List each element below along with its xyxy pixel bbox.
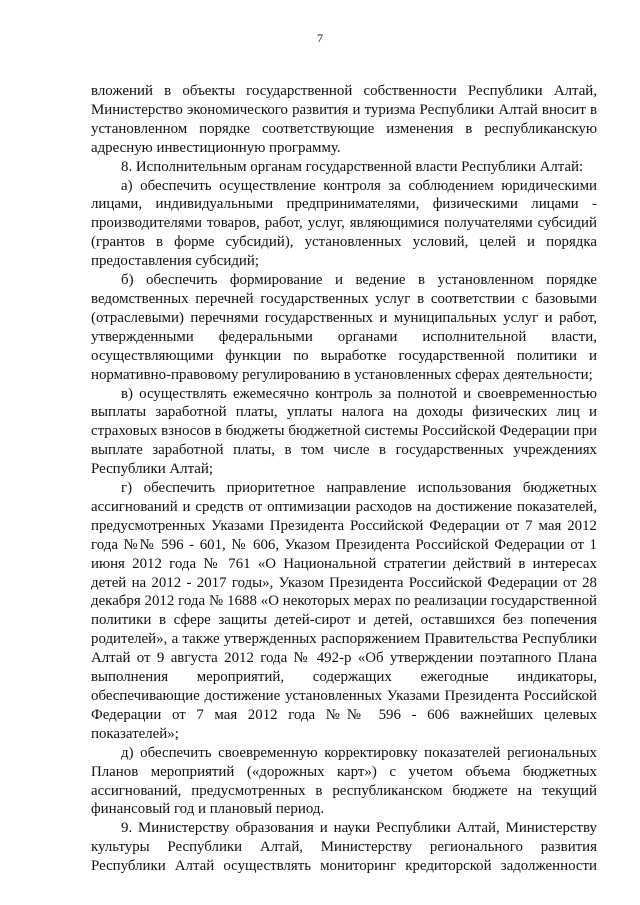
paragraph-subitem-v: в) осуществлять ежемесячно контроль за полнотой и своевременностью выплаты заработной платы, уплаты налога на доходы физических лиц и страховых взносов в бюджеты бюджетной системы Российской Федерации при выплате заработной платы, в том числе в государственных учреждениях Республики Алтай; xyxy=(91,385,597,478)
paragraph-item-9: 9. Министерству образования и науки Республики Алтай, Министерству культуры Республики Алтай, Министерству регионального развития Республики Алтай осуществлять мониторинг кредиторской задолженности xyxy=(91,820,597,875)
paragraph-continuation: вложений в объекты государственной собственности Республики Алтай, Министерство экономического развития и туризма Республики Алтай вносит в установленном порядке соответствующие изменения в республиканскую адресную инвестиционную программу. xyxy=(91,83,597,156)
paragraph-subitem-b: б) обеспечить формирование и ведение в установленном порядке ведомственных перечней государственных услуг в соответствии с базовыми (отраслевыми) перечнями государственных и муниципальных услуг и работ, утвержденными федеральными органами исполнительной власти, осуществляющими функции по выработке государственной политики и нормативно-правовому регулированию в установленных сферах деятельности; xyxy=(91,272,597,383)
document-body xyxy=(91,82,597,876)
paragraph-subitem-d: д) обеспечить своевременную корректировку показателей региональных Планов мероприятий («дорожных карт») с учетом объема бюджетных ассигнований, предусмотренных в республиканском бюджете на текущий финансовый год и плановый период. xyxy=(91,744,597,818)
page-number: 7 xyxy=(317,31,323,45)
paragraph-item-8: 8. Исполнительным органам государственной власти Республики Алтай: xyxy=(121,158,584,175)
paragraph-subitem-a: а) обеспечить осуществление контроля за соблюдением юридическими лицами, индивидуальными предпринимателями, физическими лицами - производителями товаров, работ, услуг, являющимися получателями субсидий (грантов в форме субсидий), установленных условий, целей и порядка предоставления субсидий; xyxy=(91,177,597,270)
paragraph-subitem-g: г) обеспечить приоритетное направление использования бюджетных ассигнований и средств от оптимизации расходов на достижение показателей, предусмотренных Указами Президента Российской Федерации от 7 мая 2012 года №№ 596 - 601, № 606, Указом Президента Российской Федерации от 1 июня 2012 года № 761 «О Национальной стратегии действий в интересах детей на 2012 - 2017 годы», Указом Президента Российской Федерации от 28 декабря 2012 года № 1688 «О некоторых мерах по реализации государственной политики в сфере защиты детей-сирот и детей, оставшихся без попечения родителей», а также утвержденных распоряжением Правительства Республики Алтай от 9 августа 2012 года № 492-р «Об утверждении поэтапного Плана выполнения мероприятий, содержащих ежегодные индикаторы, обеспечивающие достижение установленных Указами Президента Российской Федерации от 7 мая 2012 года №№ 596 - 606 важнейших целевых показателей»; xyxy=(91,480,597,742)
